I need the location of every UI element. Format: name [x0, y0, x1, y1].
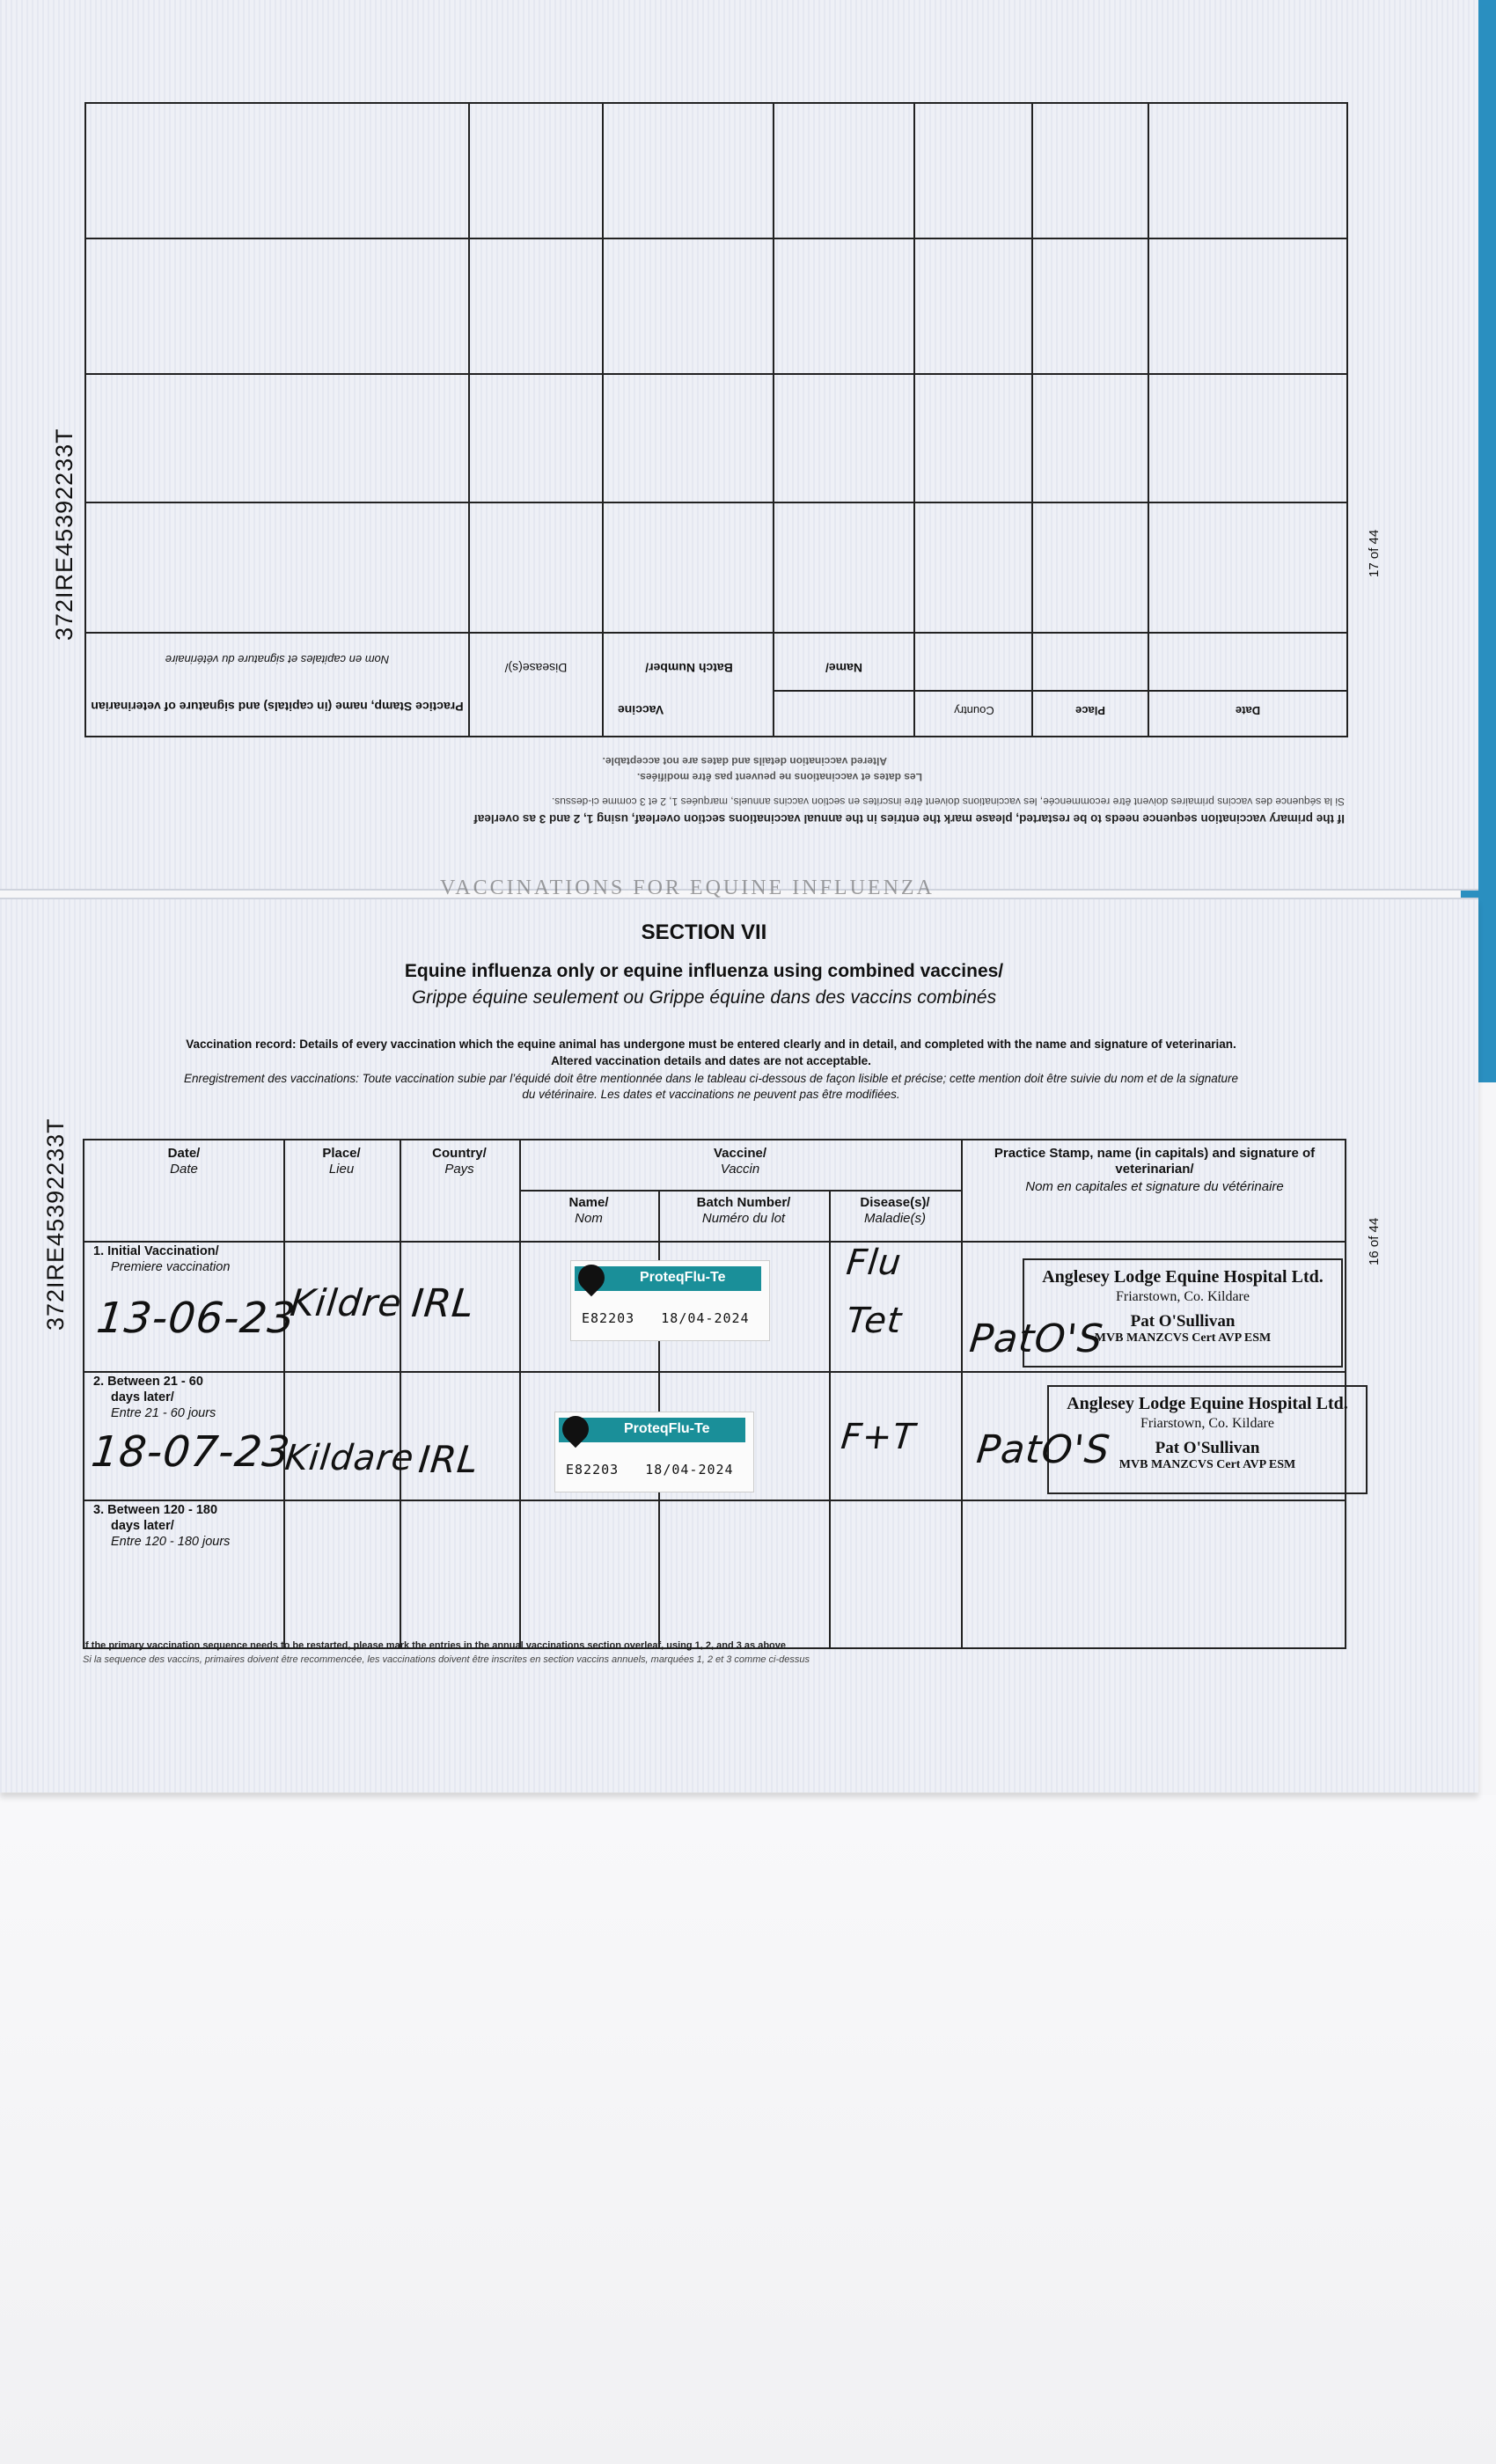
top-header-batch: Batch Number/	[645, 661, 733, 675]
col-batch: Batch Number/	[696, 1195, 791, 1210]
row-3-label: 3. Between 120 - 180	[93, 1503, 218, 1517]
col-vaccine: Vaccine/	[713, 1146, 767, 1161]
sticker-brand: ProteqFlu-Te	[624, 1421, 710, 1436]
record-instruction-en-2: Altered vaccination details and dates are not acceptable.	[551, 1054, 871, 1067]
record-instruction-fr: Enregistrement des vaccinations: Toute vaccination subie par l’équidé doit être mentionnée dans le tableau ci-dessous de façon lisible et précise; cette mention doit être suivie du nom et de la signature	[184, 1072, 1238, 1085]
col-vaccine-fr: Vaccin	[720, 1162, 760, 1177]
col-batch-fr: Numéro du lot	[701, 1211, 786, 1226]
practice-stamp-1: Anglesey Lodge Equine Hospital Ltd. Friarstown, Co. Kildare Pat O'Sullivan MVB MANZCVS Cert AVP ESM	[1023, 1258, 1343, 1368]
table-row	[84, 1241, 1345, 1371]
passport-page-17	[0, 0, 1478, 891]
row-2-label: 2. Between 21 - 60	[93, 1375, 203, 1389]
row-2-label-fr: Entre 21 - 60 jours	[111, 1406, 216, 1420]
record-instruction-en: Vaccination record: Details of every vaccination which the equine animal has undergone must be entered clearly and in detail, and completed with the name and signature of veterinarian.	[186, 1038, 1236, 1051]
col-date-fr: Date	[170, 1162, 198, 1177]
page-number-bottom: 16 of 44	[1367, 1217, 1382, 1265]
row-1-disease-line1: Flu	[844, 1243, 904, 1283]
top-header-place: Place	[1075, 704, 1105, 717]
section-title-fr: Grippe équine seulement ou Grippe équine dans des vaccins combinés	[411, 987, 997, 1008]
table-row	[84, 1500, 1345, 1646]
top-notice-fr: Les dates et vaccinations ne peuvent pas être modifiées.	[636, 771, 922, 783]
sticker-brand: ProteqFlu-Te	[640, 1270, 726, 1285]
sticker-batch: E82203	[566, 1462, 620, 1478]
top-header-name: Name/	[825, 661, 863, 675]
top-header-country: Country	[954, 704, 994, 717]
row-2-country: IRL	[416, 1438, 481, 1481]
row-1-country: IRL	[409, 1281, 477, 1326]
col-disease: Disease(s)/	[860, 1195, 930, 1210]
top-header-date: Date	[1235, 704, 1261, 717]
passport-page-16	[0, 876, 1478, 1793]
col-country-fr: Pays	[444, 1162, 474, 1177]
row-2-place: Kildare	[282, 1438, 416, 1478]
scanner-background	[0, 1795, 1496, 2464]
sticker-expiry: 18/04-2024	[645, 1462, 734, 1478]
sticker-expiry: 18/04-2024	[661, 1310, 750, 1326]
record-instruction-fr-2: du vétérinaire. Les dates et vaccinations ne peuvent pas être modifiées.	[522, 1088, 900, 1101]
row-1-label-fr: Premiere vaccination	[111, 1260, 231, 1274]
sticker-batch: E82203	[582, 1310, 635, 1326]
practice-stamp-2: Anglesey Lodge Equine Hospital Ltd. Friarstown, Co. Kildare Pat O'Sullivan MVB MANZCVS Cert AVP ESM	[1047, 1385, 1368, 1494]
row-1-signature: PatO'S	[967, 1316, 1106, 1361]
col-date: Date/	[167, 1146, 201, 1161]
col-practice: Practice Stamp, name (in capitals) and signature of veterinarian/	[994, 1146, 1316, 1177]
vaccine-sticker-2	[554, 1412, 754, 1492]
row-3-label-2: days later/	[111, 1519, 174, 1533]
col-disease-fr: Maladie(s)	[863, 1211, 927, 1226]
vaccine-sticker-1	[570, 1260, 770, 1341]
table-row	[84, 1371, 1348, 1500]
top-header-practice-fr: Nom en capitales et signature du vétérinaire	[165, 653, 390, 666]
col-place-fr: Lieu	[328, 1162, 355, 1177]
row-2-label-2: days later/	[111, 1390, 174, 1404]
top-header-practice: Practice Stamp, name (in capitals) and signature of veterinarian	[91, 700, 464, 714]
row-3-label-fr: Entre 120 - 180 jours	[111, 1535, 231, 1549]
col-country: Country/	[432, 1146, 487, 1161]
top-header-vaccine: Vaccine	[617, 703, 664, 717]
passport-id-top: 372IRE45392233T	[51, 428, 77, 641]
section-number: SECTION VII	[641, 920, 767, 944]
col-name-fr: Nom	[575, 1211, 603, 1226]
row-2-date: 18-07-23	[89, 1427, 293, 1477]
row-1-date: 13-06-23	[94, 1294, 298, 1343]
col-place: Place/	[322, 1146, 361, 1161]
footer-en: If the primary vaccination sequence needs to be restarted, please mark the entries in the annual vaccinations section overleaf, using 1, 2, and 3 as above	[83, 1640, 787, 1651]
top-footer-en: If the primary vaccination sequence needs to be restarted, please mark the entries in the annual vaccinations section overleaf, using 1, 2 and 3 as overleaf	[473, 812, 1345, 825]
footer-fr: Si la sequence des vaccins, primaires doivent être recommencée, les vaccinations doivent être inscrites en section vaccins annuels, marquées 1, 2 et 3 comme ci-dessus	[83, 1654, 810, 1665]
bleed-through-heading: VACCINATIONS FOR EQUINE INFLUENZA	[440, 876, 935, 899]
top-footer-fr: Si la séquence des vaccins primaires doivent être recommencée, les vaccinations doivent être inscrites en section vaccins annuels, marquées 1, 2 et 3 comme ci-dessus.	[551, 796, 1345, 808]
col-practice-fr: Nom en capitales et signature du vétérinaire	[1025, 1179, 1284, 1194]
page-number-top: 17 of 44	[1367, 529, 1382, 577]
top-header-disease: Disease(s)/	[504, 661, 568, 675]
passport-id-bottom: 372IRE45392233T	[42, 1118, 69, 1331]
row-2-disease: F+T	[839, 1417, 918, 1457]
top-notice-en: Altered vaccination details and dates are not acceptable.	[602, 755, 887, 767]
vaccination-table	[83, 1139, 1346, 1649]
row-1-label: 1. Initial Vaccination/	[93, 1244, 219, 1258]
section-title-en: Equine influenza only or equine influenza using combined vaccines/	[404, 961, 1004, 981]
row-1-disease-line2: Tet	[844, 1301, 905, 1341]
row-1-place: Kildre	[288, 1281, 405, 1324]
row-2-signature: PatO'S	[974, 1427, 1113, 1472]
empty-vaccination-table	[84, 102, 1348, 737]
col-name: Name/	[568, 1195, 609, 1210]
